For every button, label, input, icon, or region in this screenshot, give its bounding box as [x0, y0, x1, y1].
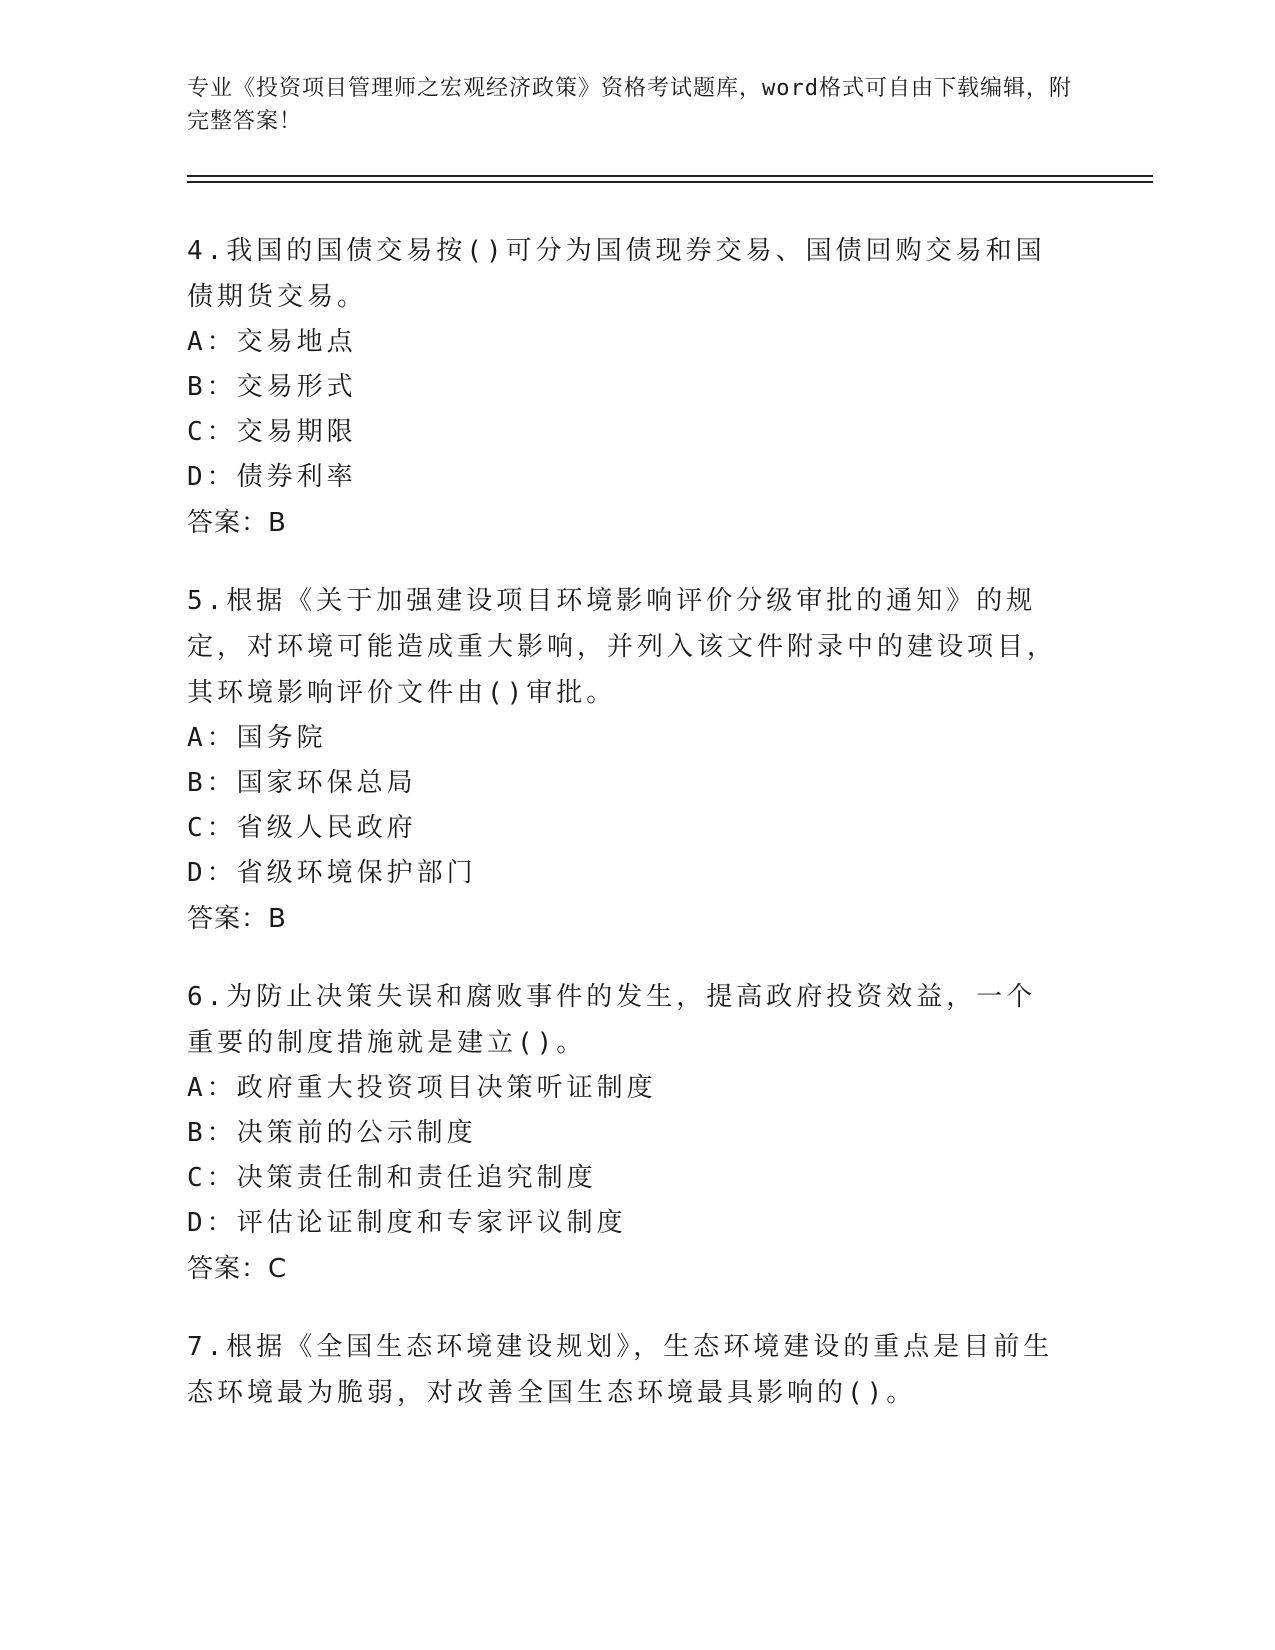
question-4 [187, 228, 1057, 546]
option-c: C：省级人民政府 [187, 813, 417, 843]
option-c: C：决策责任制和责任追究制度 [187, 1163, 597, 1193]
question-7 [187, 1324, 1057, 1416]
header-rule-top [187, 175, 1153, 177]
answer: 答案：C [187, 1254, 288, 1284]
option-d: D：债券利率 [187, 462, 357, 492]
document-intro: 专业《投资项目管理师之宏观经济政策》资格考试题库，word格式可自由下载编辑，附完整答案！ [187, 76, 1072, 134]
option-b: B：交易形式 [187, 372, 357, 402]
header-rule-bottom [187, 181, 1153, 183]
answer: 答案：B [187, 508, 287, 538]
option-a: A：政府重大投资项目决策听证制度 [187, 1073, 657, 1103]
option-b: B：决策前的公示制度 [187, 1118, 477, 1148]
question-stem: 6.为防止决策失误和腐败事件的发生，提高政府投资效益，一个重要的制度措施就是建立()。 [187, 982, 1037, 1058]
question-stem: 4.我国的国债交易按()可分为国债现券交易、国债回购交易和国债期货交易。 [187, 236, 1046, 312]
question-5 [187, 578, 1057, 942]
question-stem: 5.根据《关于加强建设项目环境影响评价分级审批的通知》的规定，对环境可能造成重大影响，并列入该文件附录中的建设项目，其环境影响评价文件由()审批。 [187, 586, 1058, 708]
question-stem: 7.根据《全国生态环境建设规划》，生态环境建设的重点是目前生态环境最为脆弱，对改善全国生态环境最具影响的()。 [187, 1332, 1054, 1408]
option-d: D：评估论证制度和专家评议制度 [187, 1208, 627, 1238]
option-a: A：交易地点 [187, 327, 357, 357]
option-b: B：国家环保总局 [187, 768, 417, 798]
option-c: C：交易期限 [187, 417, 357, 447]
option-d: D：省级环境保护部门 [187, 858, 477, 888]
answer: 答案：B [187, 904, 287, 934]
question-list [187, 228, 1057, 1448]
option-a: A：国务院 [187, 723, 327, 753]
question-6 [187, 974, 1057, 1292]
